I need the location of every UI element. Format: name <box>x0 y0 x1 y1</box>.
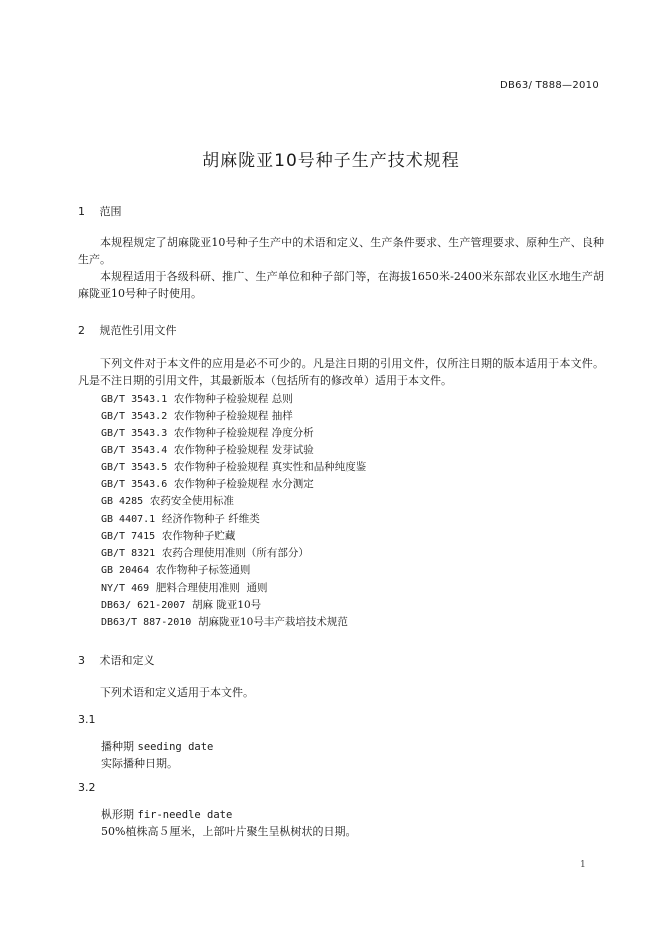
reference-item: GB 4285 农药安全使用标准 <box>101 495 234 507</box>
terms-intro: 下列术语和定义适用于本文件。 <box>100 686 254 699</box>
section-3-heading <box>78 652 155 668</box>
reference-item: DB63/ 621-2007 胡麻 陇亚10号 <box>101 599 262 611</box>
standard-code: DB63/ T888—2010 <box>500 80 599 91</box>
term-definition: 实际播种日期。 <box>101 757 178 770</box>
page-number: 1 <box>580 860 586 870</box>
scope-paragraph-2: 本规程适用于各级科研、推广、生产单位和种子部门等，在海拔1650米-2400米东部农业区水地生产胡麻陇亚10号种子时使用。 <box>78 270 604 300</box>
term-definition: 50%植株高５厘米，上部叶片聚生呈枞树状的日期。 <box>101 825 357 838</box>
term-number: 3.2 <box>78 781 96 794</box>
section-number: 1 <box>78 205 85 218</box>
section-title: 规范性引用文件 <box>99 324 177 337</box>
scope-paragraph-1: 本规程规定了胡麻陇亚10号种子生产中的术语和定义、生产条件要求、生产管理要求、原种生产、良种生产。 <box>78 236 604 266</box>
section-title: 范围 <box>99 205 122 218</box>
reference-item: GB/T 3543.3 农作物种子检验规程 净度分析 <box>101 427 314 439</box>
reference-item: GB/T 3543.2 农作物种子检验规程 抽样 <box>101 410 293 422</box>
term-number: 3.1 <box>78 713 96 726</box>
reference-item: DB63/T 887-2010 胡麻陇亚10号丰产栽培技术规范 <box>101 616 348 628</box>
section-number: 2 <box>78 324 85 337</box>
term-heading: 播种期 seeding date <box>101 740 214 753</box>
reference-item: GB 20464 农作物种子标签通则 <box>101 564 251 576</box>
reference-item: GB/T 3543.5 农作物种子检验规程 真实性和品种纯度鉴 <box>101 461 367 473</box>
section-title: 术语和定义 <box>99 654 155 667</box>
reference-item: NY/T 469 肥料合理使用准则 通则 <box>101 582 268 594</box>
normative-intro: 下列文件对于本文件的应用是必不可少的。凡是注日期的引用文件，仅所注日期的版本适用于本文件。凡是不注日期的引用文件，其最新版本（包括所有的修改单）适用于本文件。 <box>78 357 604 387</box>
reference-item: GB/T 3543.4 农作物种子检验规程 发芽试验 <box>101 444 314 456</box>
term-heading: 枞形期 fir-needle date <box>101 808 233 821</box>
section-1-heading <box>78 203 122 219</box>
reference-item: GB/T 7415 农作物种子贮藏 <box>101 530 236 542</box>
reference-item: GB/T 8321 农药合理使用准则（所有部分） <box>101 547 309 559</box>
section-2-heading <box>78 322 177 338</box>
reference-item: GB/T 3543.1 农作物种子检验规程 总则 <box>101 393 293 405</box>
document-title: 胡麻陇亚10号种子生产技术规程 <box>202 151 460 171</box>
reference-item: GB 4407.1 经济作物种子 纤维类 <box>101 513 260 525</box>
reference-item: GB/T 3543.6 农作物种子检验规程 水分测定 <box>101 478 314 490</box>
section-number: 3 <box>78 654 85 667</box>
